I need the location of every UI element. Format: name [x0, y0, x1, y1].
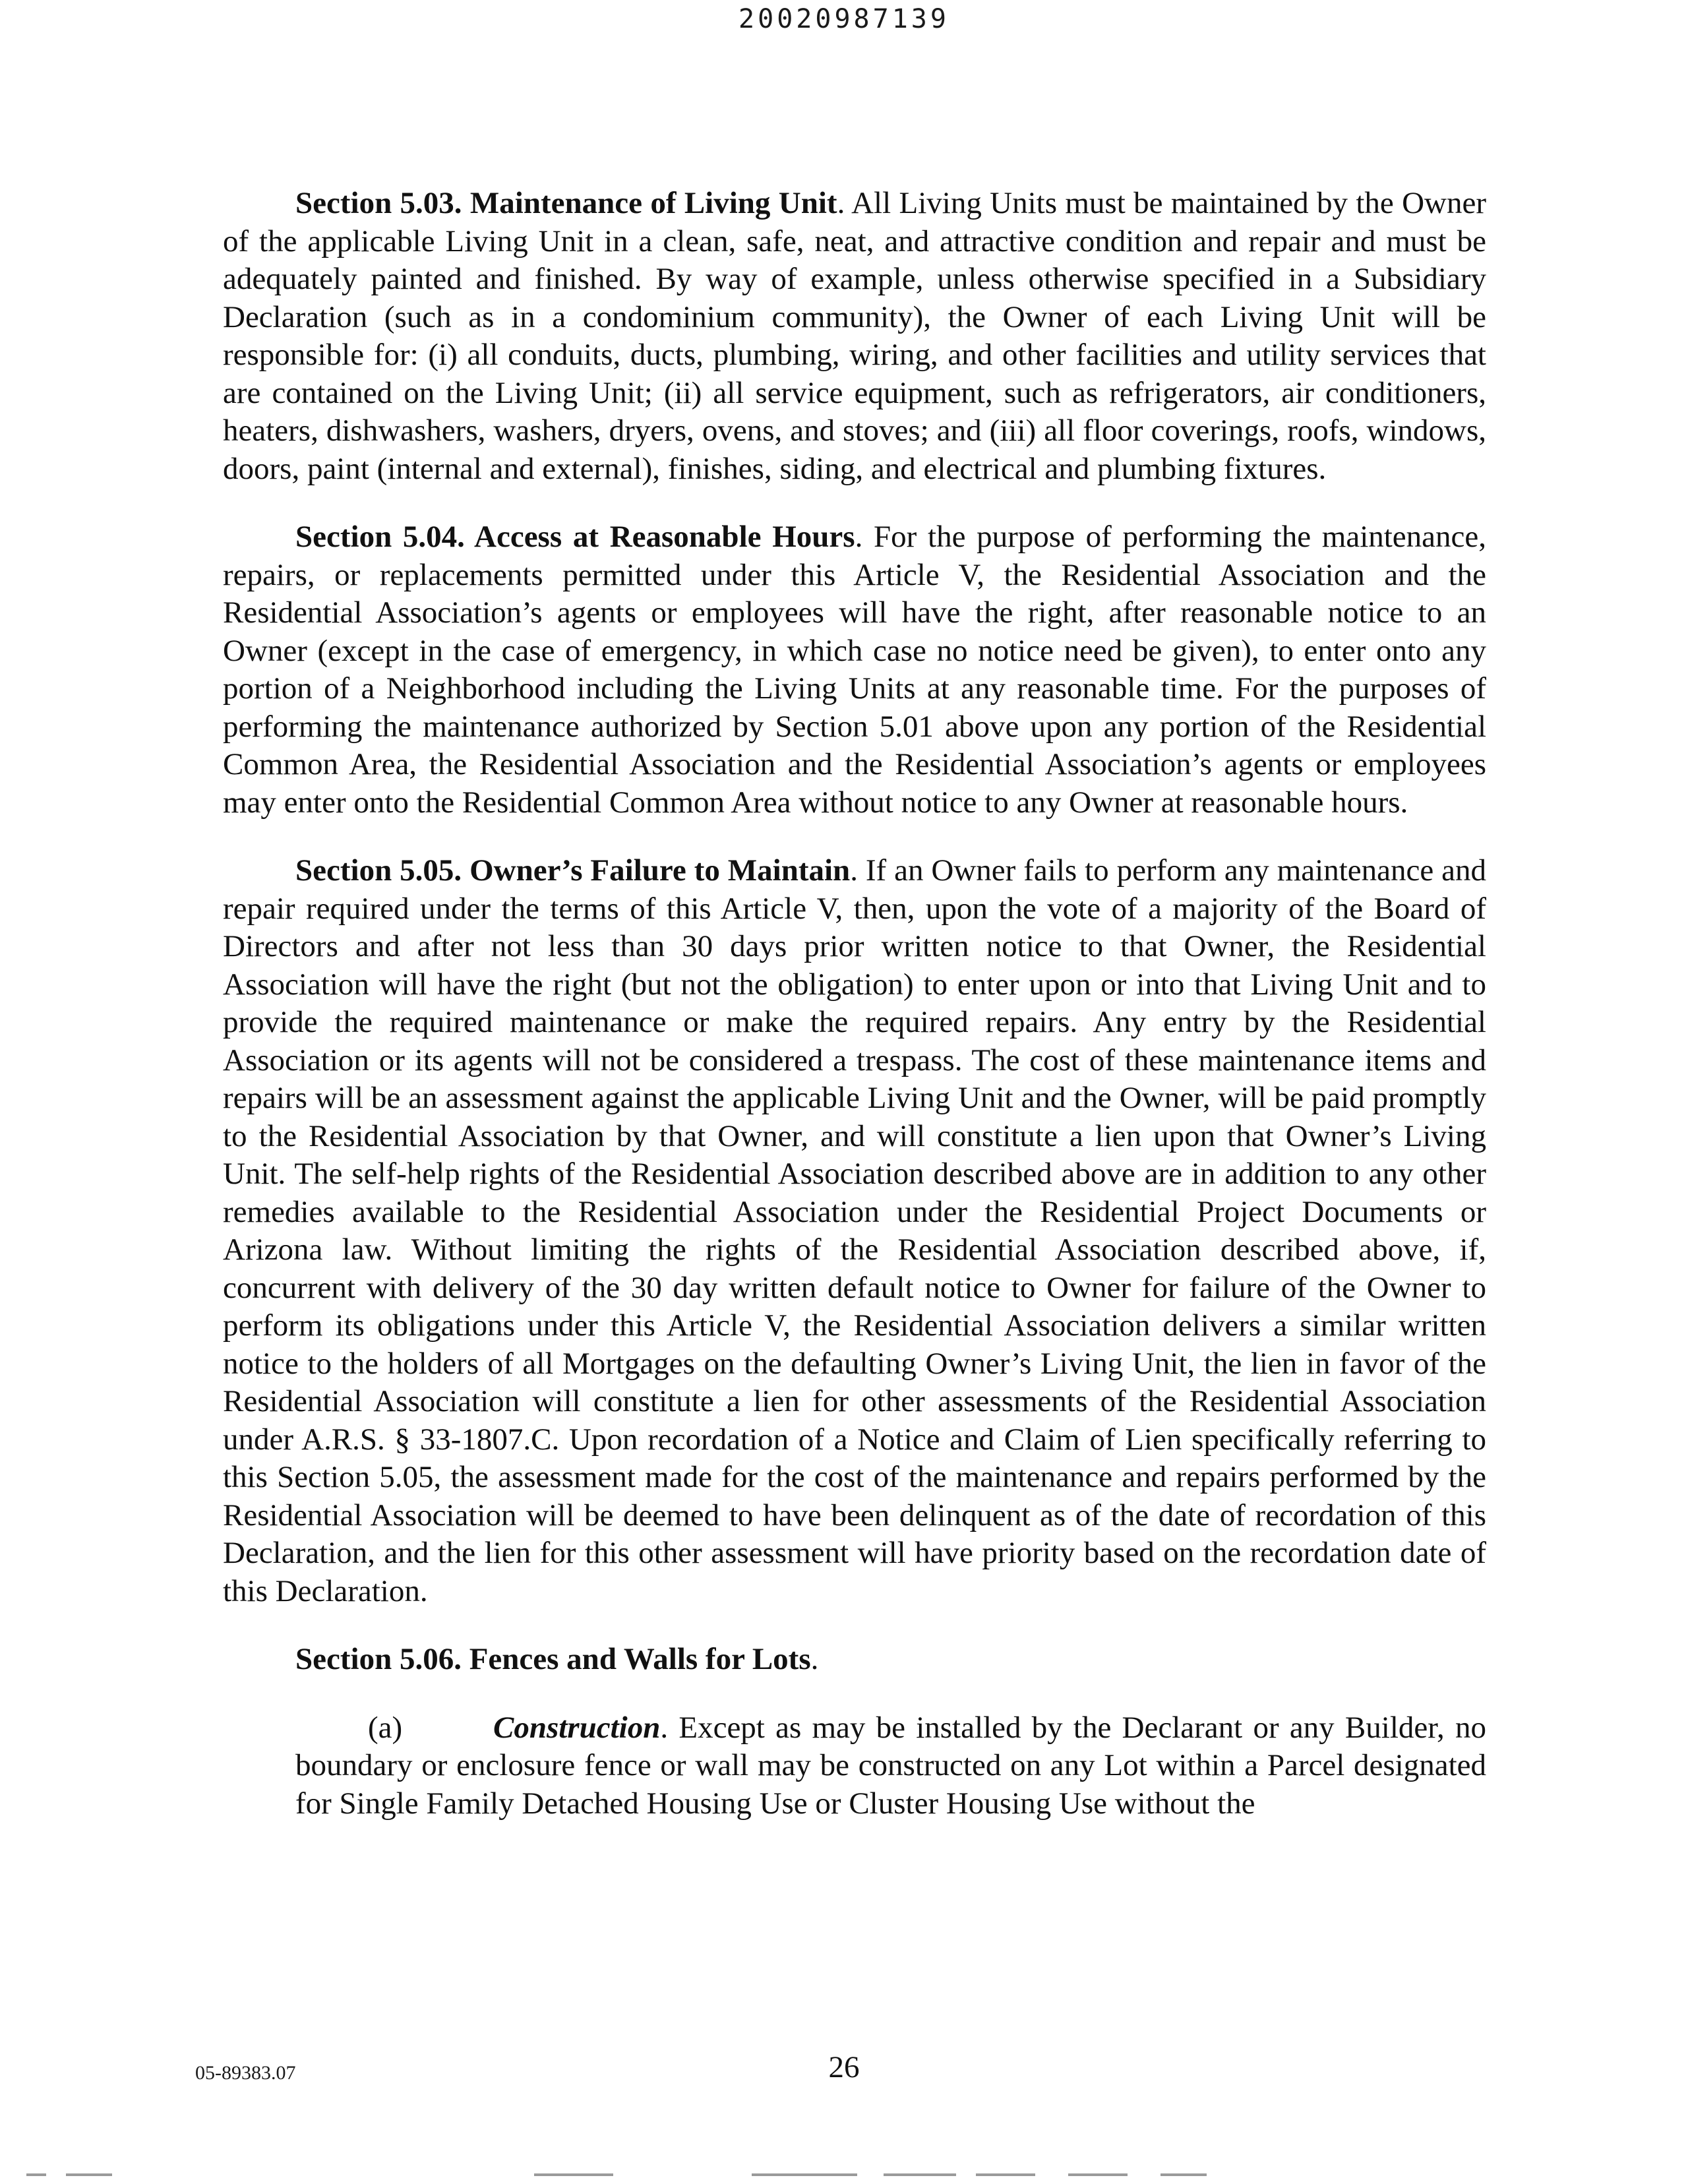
section-5-06-period: . [810, 1642, 819, 1676]
scan-artifact [976, 2173, 1035, 2176]
scan-artifact [1068, 2173, 1128, 2176]
section-5-06 [223, 1641, 1486, 1679]
section-5-05 [223, 852, 1486, 1610]
scan-artifact [534, 2173, 613, 2176]
section-5-04 [223, 518, 1486, 822]
scan-artifact [752, 2173, 857, 2176]
document-body [223, 185, 1486, 1823]
section-5-03 [223, 185, 1486, 488]
subsection-a-label: (a) [368, 1710, 403, 1745]
subsection-a-text: . Except as may be installed by the Declarant or any Builder, no boundary or enclosure fence or wall may be constructed on any Lot within a Parcel designated for Single Family Detached Housing Use or Cluster Housing Use without the [295, 1710, 1486, 1821]
section-5-04-text: . For the purpose of performing the maintenance, repairs, or replacements permitted under this Article V, the Residential Association and the Residential Association’s agents or employees will have the right, after reasonable notice to an Owner (except in the case of emergency, in which case no notice need be given), to enter onto any portion of a Neighborhood including the Living Units at any reasonable time. For the purposes of performing the maintenance authorized by Section 5.01 above upon any portion of the Residential Common Area, the Residential Association and the Residential Association’s agents or employees may enter onto the Residential Common Area without notice to any Owner at reasonable hours. [223, 520, 1487, 820]
section-5-06-heading: Section 5.06. Fences and Walls for Lots [295, 1642, 811, 1676]
section-5-04-heading: Section 5.04. Access at Reasonable Hours [295, 520, 855, 554]
scan-artifact [884, 2173, 956, 2176]
document-number: 20020987139 [738, 4, 950, 34]
scan-artifact [1160, 2173, 1207, 2176]
subsection-a-heading: Construction [493, 1710, 661, 1745]
section-5-03-heading: Section 5.03. Maintenance of Living Unit [295, 186, 837, 220]
section-5-05-heading: Section 5.05. Owner’s Failure to Maintain [295, 853, 851, 888]
section-5-05-text: . If an Owner fails to perform any maintenance and repair required under the terms of this Article V, then, upon the vote of a majority of the Board of Directors and after not less than 30 days prior written notice to that Owner, the Residential Association will have the right (but not the obligation) to enter upon or into that Living Unit and to provide the required maintenance or make the required repairs. Any entry by the Residential Association or its agents will not be considered a trespass. The cost of these maintenance items and repairs will be an assessment against the applicable Living Unit and the Owner, will be paid promptly to the Residential Association by that Owner, and will constitute a lien upon that Owner’s Living Unit. The self-help rights of the Residential Association described above are in addition to any other remedies available to the Residential Association under the Residential Project Documents or Arizona law. Without limiting the rights of the Residential Association described above, if, concurrent with delivery of the 30 day written default notice to Owner for failure of the Owner to perform its obligations under this Article V, the Residential Association delivers a similar written notice to the holders of all Mortgages on the defaulting Owner’s Living Unit, the lien in favor of the Residential Association will constitute a lien for other assessments of the Residential Association under A.R.S. § 33-1807.C. Upon recordation of a Notice and Claim of Lien specifically referring to this Section 5.05, the assessment made for the cost of the maintenance and repairs performed by the Residential Association will be deemed to have been delinquent as of the date of recordation of this Declaration, and the lien for this other assessment will have priority based on the recordation date of this Declaration. [223, 853, 1486, 1608]
footer-document-code: 05-89383.07 [195, 2062, 296, 2084]
scan-artifact [66, 2173, 112, 2176]
subsection-a [295, 1709, 1486, 1823]
section-5-03-text: . All Living Units must be maintained by the Owner of the applicable Living Unit in a clean, safe, neat, and attractive condition and repair and must be adequately painted and finished. By way of example, unless otherwise specified in a Subsidiary Declaration (such as in a condominium community), the Owner of each Living Unit will be responsible for: (i) all conduits, ducts, plumbing, wiring, and other facilities and utility services that are contained on the Living Unit; (ii) all service equipment, such as refrigerators, air conditioners, heaters, dishwashers, washers, dryers, ovens, and stoves; and (iii) all floor coverings, roofs, windows, doors, paint (internal and external), finishes, siding, and electrical and plumbing fixtures. [223, 186, 1486, 486]
page-number: 26 [828, 2050, 860, 2084]
scan-artifact [26, 2173, 46, 2176]
